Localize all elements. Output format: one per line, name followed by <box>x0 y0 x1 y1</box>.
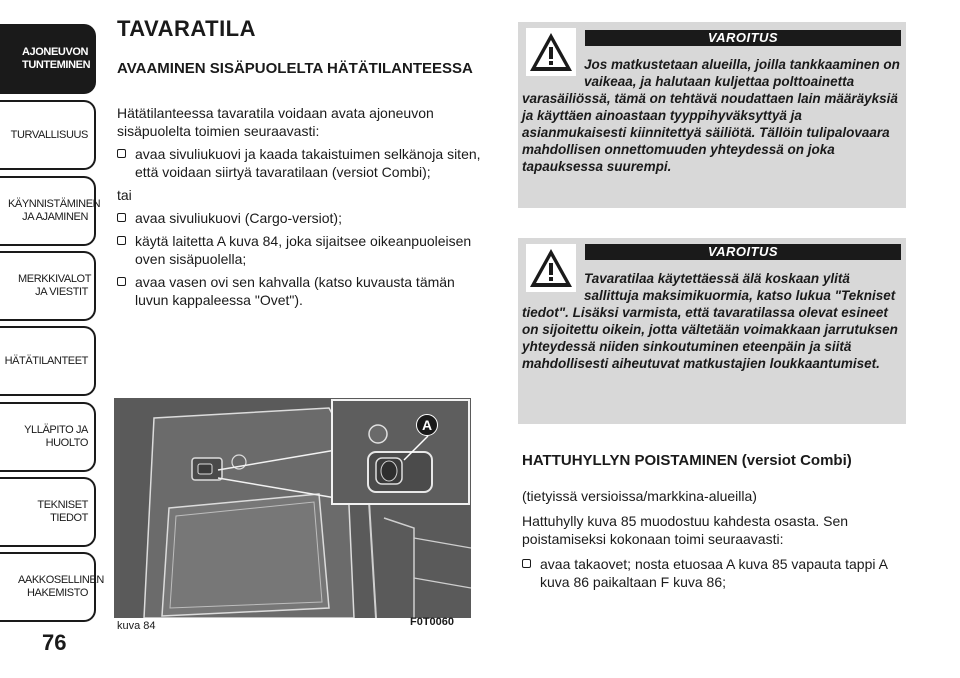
list-item <box>117 232 492 268</box>
list-item <box>522 555 907 591</box>
list-item-text: avaa vasen ovi sen kahvalla (katso kuvausta tämän luvun kappaleessa "Ovet"). <box>135 274 455 308</box>
right-intro: Hattuhylly kuva 85 muodostuu kahdesta osasta. Sen poistamiseksi kokonaan toimi seuraavasti: <box>522 513 849 547</box>
tab-label: MERKKIVALOT JA VIESTIT <box>18 273 92 298</box>
tab-turvallisuus[interactable] <box>0 100 96 170</box>
warning-text-1 <box>522 56 902 175</box>
checkbox-bullet-icon <box>117 236 126 245</box>
tab-label: TEKNISET TIEDOT <box>37 499 88 524</box>
tab-kaynnistaminen[interactable] <box>0 176 101 246</box>
tab-yllapito[interactable] <box>0 402 96 472</box>
section-title-right: HATTUHYLLYN POISTAMINEN (versiot Combi) <box>522 452 852 469</box>
icon-spacer <box>522 270 584 304</box>
warning-heading-2: VAROITUS <box>585 244 901 260</box>
list-item <box>117 145 492 181</box>
checkbox-bullet-icon <box>522 559 531 568</box>
tab-label: AAKKOSELLINEN HAKEMISTO <box>18 574 104 599</box>
callout-a: A <box>416 414 438 436</box>
tab-label: TURVALLISUUS <box>10 128 88 141</box>
warning-heading-1: VAROITUS <box>585 30 901 46</box>
warning-paragraph <box>522 56 902 175</box>
section-title-left: AVAAMINEN SISÄPUOLELTA HÄTÄTILANTEESSA <box>117 60 473 77</box>
tab-hakemisto[interactable] <box>0 552 104 622</box>
tab-ajoneuvon-tunteminen[interactable] <box>0 24 96 94</box>
list-item-text: avaa sivuliukuovi (Cargo-versiot); <box>135 210 342 226</box>
list-item-text: avaa takaovet; nosta etuosaa A kuva 85 vapauta tappi A kuva 86 paikaltaan F kuva 86; <box>540 556 888 590</box>
list-item-text: avaa sivuliukuovi ja kaada takaistuimen selkänoja siten, että voidaan siirtyä tavaratilaan (versiot Combi); <box>135 146 481 180</box>
tab-tekniset-tiedot[interactable] <box>0 477 96 547</box>
figure-caption: kuva 84 <box>117 620 156 632</box>
figure-84 <box>114 398 471 618</box>
checkbox-bullet-icon <box>117 149 126 158</box>
list-item-text: käytä laitetta A kuva 84, joka sijaitsee oikeanpuoleisen oven sisäpuolella; <box>135 233 472 267</box>
warning-text-content: Tavaratilaa käytettäessä älä koskaan ylitä sallittuja maksimikuormia, katso lukua "Tekniset tiedot". Lisäksi varmista, että tavaratilassa olevat esineet on sijoitettu oikein, jotta vältetään voimakkaan jarrutuksen yhteydessä niiden sinkoutuminen eteenpäin ja siitä mahdollisesti aiheutuvat matkustajien loukkaantumiset. <box>522 271 898 371</box>
page-number: 76 <box>42 630 67 655</box>
list-item <box>117 209 492 227</box>
or-text: tai <box>117 187 132 203</box>
tab-label: KÄYNNISTÄMINEN JA AJAMINEN <box>8 198 101 223</box>
warning-text-content: Jos matkustetaan alueilla, joilla tankkaaminen on vaikeaa, ja halutaan kuljettaa polttoainetta varasäiliössä, tämä on tehtävä noudattaen lain määräyksiä ja käyttäen ainoastaan tyyppihyväksyttyä ja asianmukaisesti kiinnitettyä säiliötä. Tällöin tulipalovaara mahdollisen onnettomuuden yhteydessä on joka tapauksessa suurempi. <box>522 57 900 174</box>
warning-text-2 <box>522 270 902 372</box>
tab-label: AJONEUVON TUNTEMINEN <box>22 46 91 71</box>
page-title: TAVARATILA <box>117 16 257 41</box>
left-body <box>117 104 492 309</box>
tab-label: YLLÄPITO JA HUOLTO <box>24 424 88 449</box>
list-item <box>117 273 492 309</box>
figure-code: F0T0060 <box>410 616 455 628</box>
checkbox-bullet-icon <box>117 277 126 286</box>
left-intro: Hätätilanteessa tavaratila voidaan avata ajoneuvon sisäpuolelta toimien seuraavasti: <box>117 105 434 139</box>
tab-label: HÄTÄTILANTEET <box>4 354 88 367</box>
right-subtitle: (tietyissä versioissa/markkina-alueilla) <box>522 488 757 504</box>
tab-hatatilanteet[interactable] <box>0 326 96 396</box>
checkbox-bullet-icon <box>117 213 126 222</box>
warning-paragraph <box>522 270 902 372</box>
icon-spacer <box>522 56 584 90</box>
right-body <box>522 487 907 591</box>
tab-merkkivalot[interactable] <box>0 251 96 321</box>
